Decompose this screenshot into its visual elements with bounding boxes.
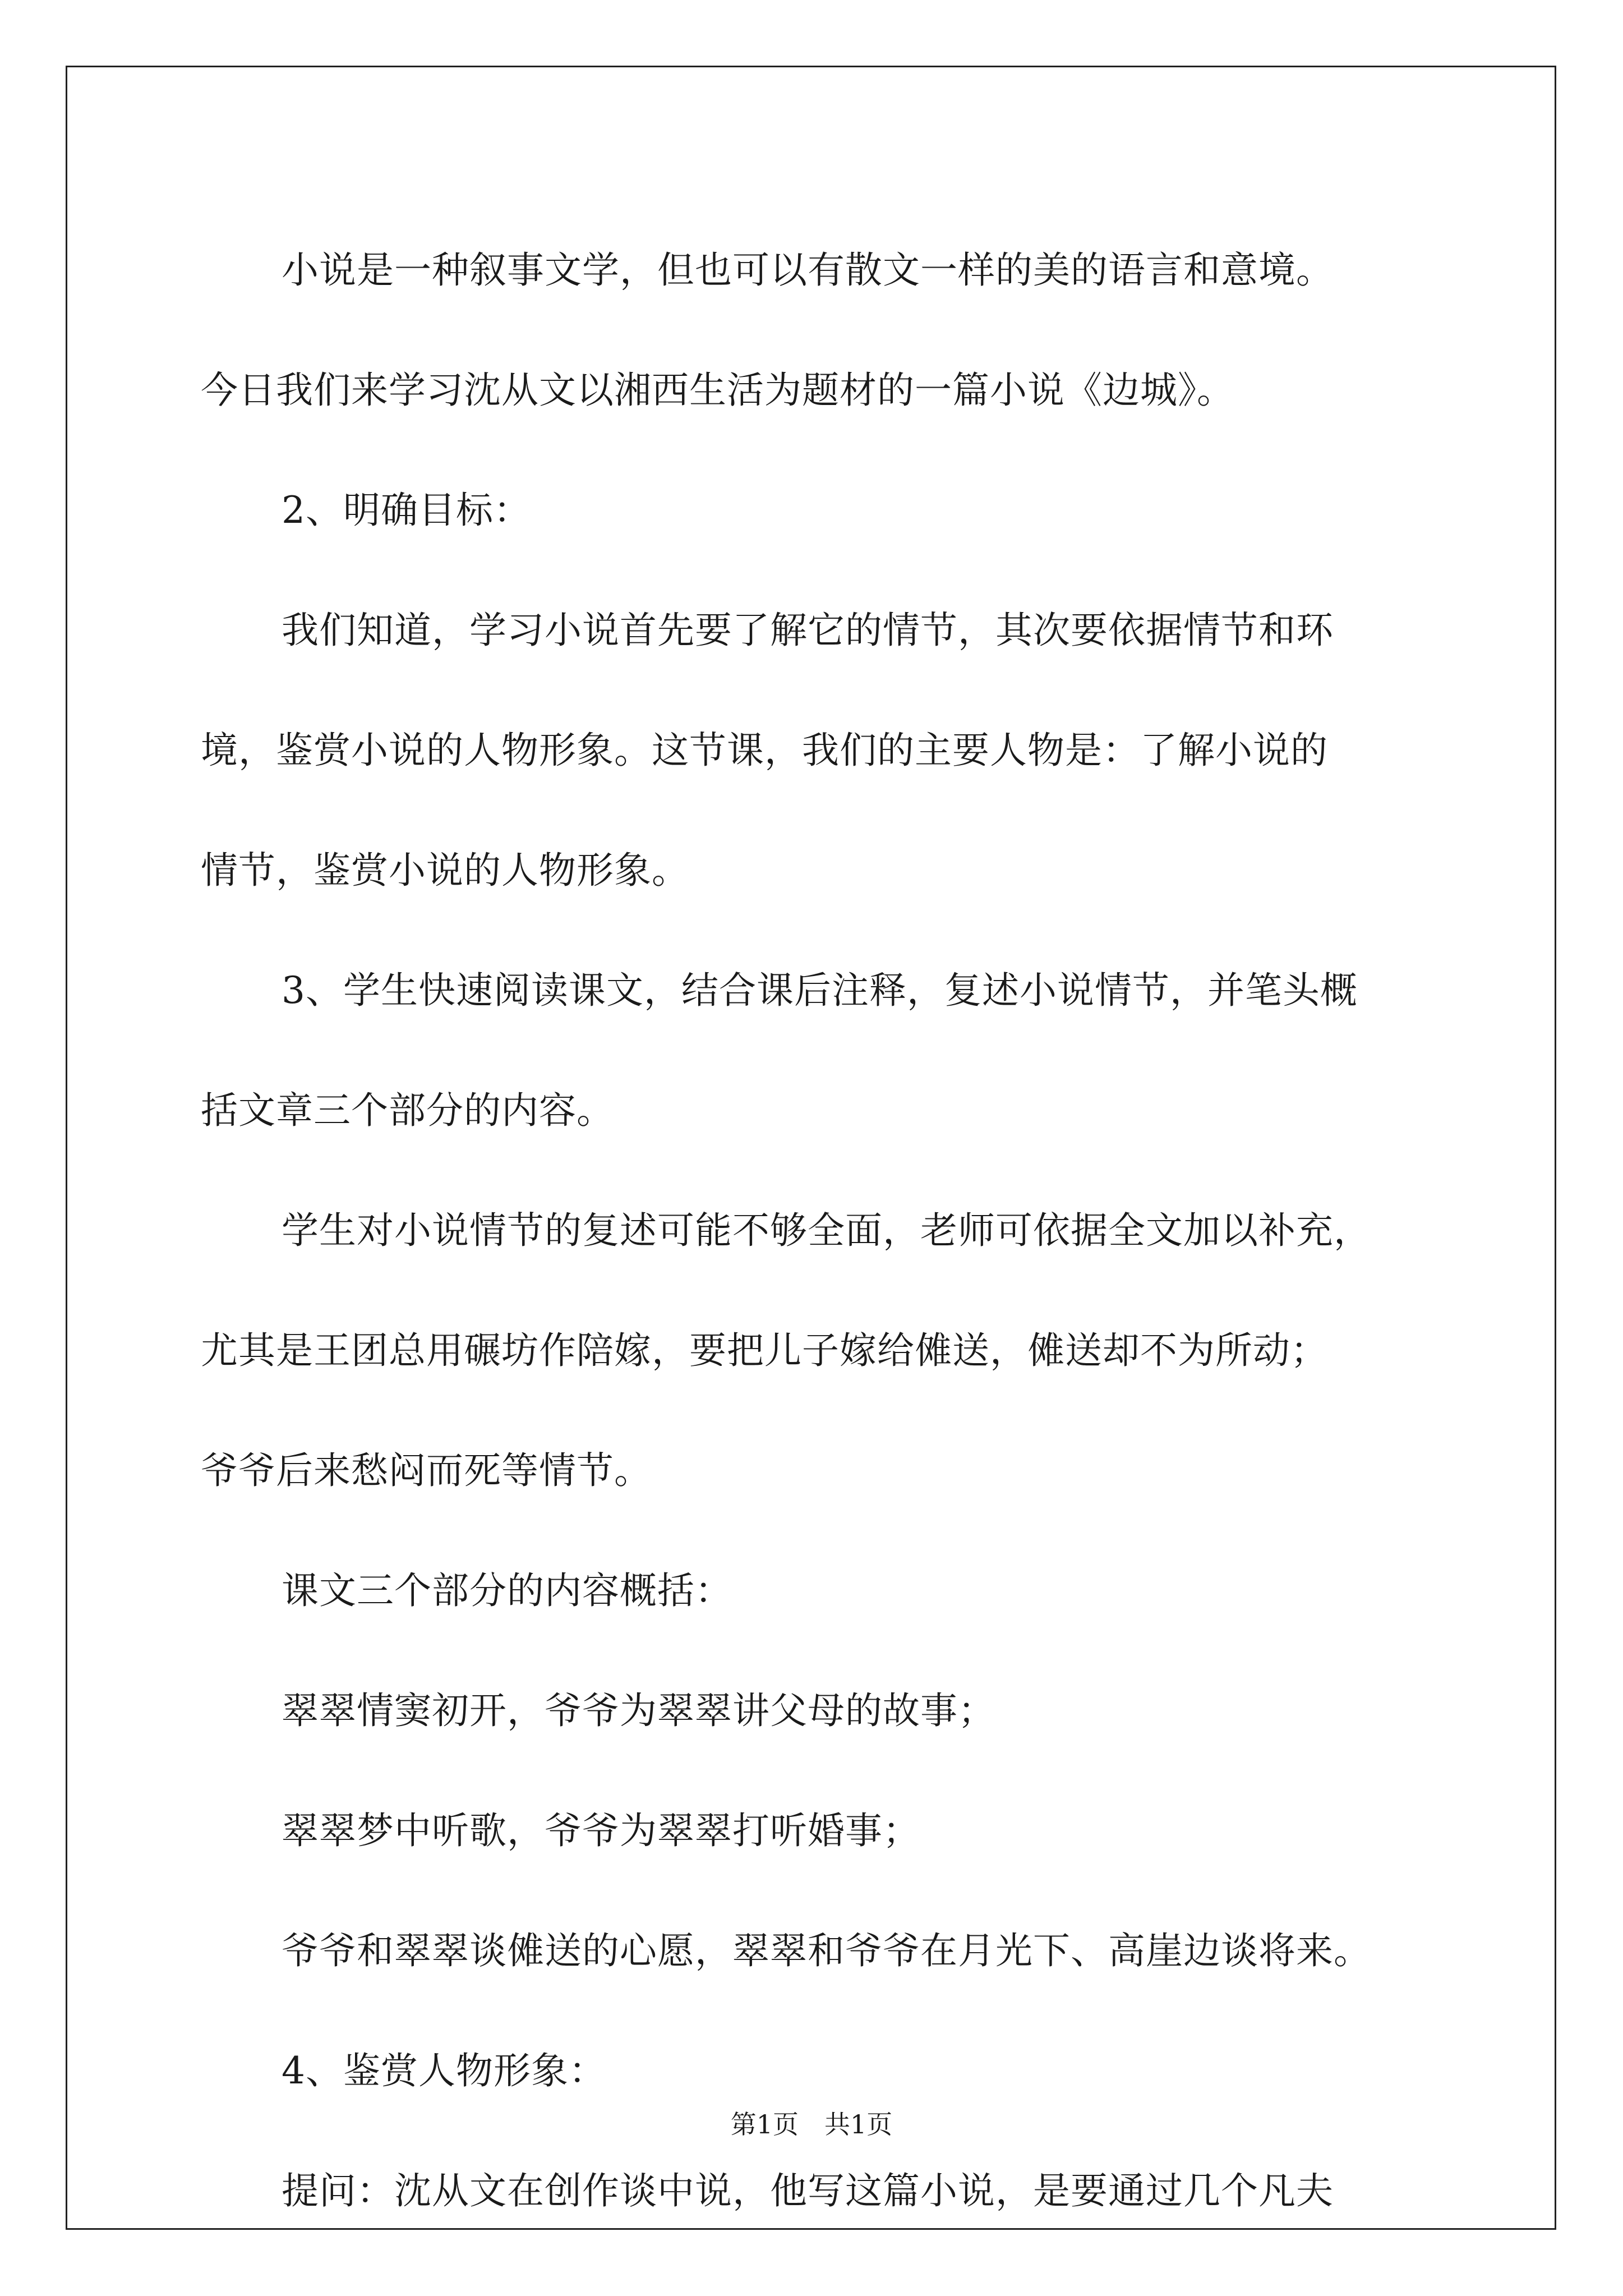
list-item: 翠翠情窦初开，爷爷为翠翠讲父母的故事； bbox=[282, 1689, 995, 1732]
text-line: 学生对小说情节的复述可能不够全面，老师可依据全文加以补充， bbox=[282, 1209, 1371, 1252]
text-line: 今日我们来学习沈从文以湘西生活为题材的一篇小说《边城》。 bbox=[201, 369, 1234, 412]
text-line: 括文章三个部分的内容。 bbox=[201, 1089, 614, 1132]
section-heading: 2、明确目标： bbox=[282, 489, 531, 532]
text-line: 课文三个部分的内容概括： bbox=[282, 1569, 732, 1612]
page-number: 第1页 共1页 bbox=[730, 2109, 893, 2139]
text-line: 小说是一种叙事文学，但也可以有散文一样的美的语言和意境。 bbox=[282, 249, 1334, 292]
list-item: 翠翠梦中听歌，爷爷为翠翠打听婚事； bbox=[282, 1809, 920, 1852]
list-item: 爷爷和翠翠谈傩送的心愿，翠翠和爷爷在月光下、高崖边谈将来。 bbox=[282, 1929, 1371, 1972]
text-line: 提问：沈从文在创作谈中说，他写这篇小说，是要通过几个凡夫 bbox=[282, 2169, 1334, 2212]
document-body bbox=[201, 210, 1435, 2251]
text-line: 情节，鉴赏小说的人物形象。 bbox=[201, 849, 689, 892]
text-line: 尤其是王团总用碾坊作陪嫁，要把儿子嫁给傩送，傩送却不为所动； bbox=[201, 1329, 1328, 1372]
text-line: 爷爷后来愁闷而死等情节。 bbox=[201, 1449, 652, 1492]
text-line: 境，鉴赏小说的人物形象。这节课，我们的主要人物是：了解小说的 bbox=[201, 729, 1328, 772]
section-heading: 4、鉴赏人物形象： bbox=[282, 2049, 606, 2092]
text-line: 我们知道，学习小说首先要了解它的情节，其次要依据情节和环 bbox=[282, 609, 1334, 652]
text-line: 3、学生快速阅读课文，结合课后注释，复述小说情节，并笔头概 bbox=[282, 969, 1358, 1012]
